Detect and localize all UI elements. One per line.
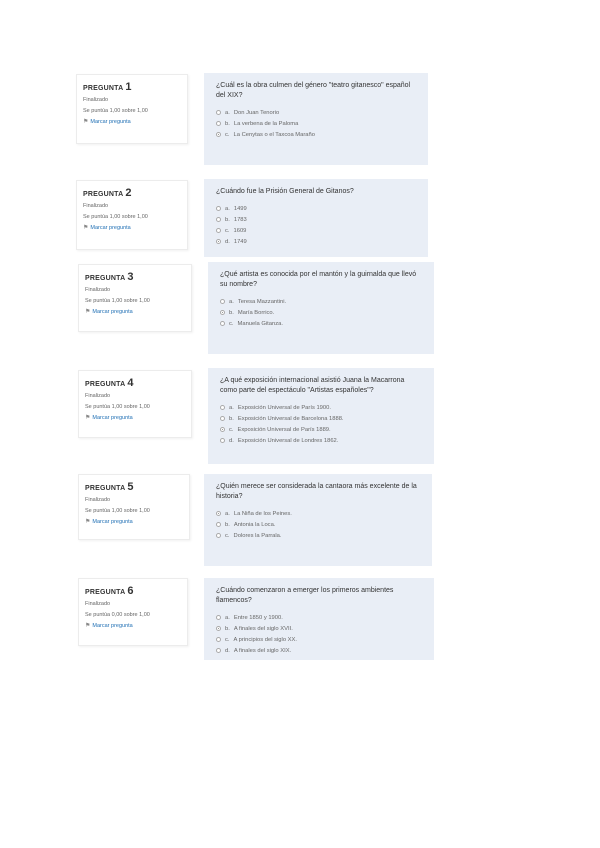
- question-score: Se puntúa 0,00 sobre 1,00: [85, 611, 150, 618]
- answer-option[interactable]: c. A principios del siglo XX.: [216, 636, 422, 643]
- radio-button[interactable]: [220, 438, 225, 443]
- radio-button[interactable]: [220, 299, 225, 304]
- question-number: 2: [125, 187, 132, 199]
- radio-button[interactable]: [220, 310, 225, 315]
- question-content-3: [208, 262, 434, 354]
- answer-option[interactable]: b. Antonia la Loca.: [216, 521, 420, 528]
- question-title: PREGUNTA 3: [85, 271, 134, 283]
- answer-option[interactable]: b. 1783: [216, 216, 416, 223]
- radio-button[interactable]: [216, 626, 221, 631]
- answer-option[interactable]: a. Entre 1850 y 1900.: [216, 614, 422, 621]
- question-info-1: [76, 74, 188, 144]
- question-score: Se puntúa 1,00 sobre 1,00: [85, 403, 150, 410]
- answer-option[interactable]: d. A finales del siglo XIX.: [216, 647, 422, 654]
- question-content-1: [204, 73, 428, 165]
- question-number: 3: [127, 271, 134, 283]
- flag-question-button[interactable]: ⚑ Marcar pregunta: [85, 622, 133, 630]
- radio-button[interactable]: [216, 217, 221, 222]
- question-title: PREGUNTA 2: [83, 187, 132, 199]
- radio-button[interactable]: [220, 405, 225, 410]
- question-info-5: [78, 474, 190, 540]
- answer-option[interactable]: d. Exposición Universal de Londres 1862.: [220, 437, 422, 444]
- flag-icon: ⚑: [83, 119, 89, 126]
- question-info-3: [78, 264, 192, 332]
- radio-button[interactable]: [216, 110, 221, 115]
- answer-option[interactable]: b. La verbena de la Paloma: [216, 120, 416, 127]
- radio-button[interactable]: [216, 637, 221, 642]
- flag-icon: ⚑: [85, 309, 91, 316]
- question-status: Finalizado: [83, 203, 109, 209]
- question-title: PREGUNTA 4: [85, 377, 134, 389]
- flag-question-button[interactable]: ⚑ Marcar pregunta: [85, 308, 133, 316]
- flag-icon: ⚑: [83, 225, 89, 232]
- answer-option[interactable]: a. Teresa Mazzantini.: [220, 298, 422, 305]
- flag-question-button[interactable]: ⚑ Marcar pregunta: [83, 224, 131, 232]
- radio-button[interactable]: [216, 522, 221, 527]
- question-title: PREGUNTA 1: [83, 81, 132, 93]
- question-score: Se puntúa 1,00 sobre 1,00: [83, 213, 148, 220]
- radio-button[interactable]: [216, 648, 221, 653]
- question-number: 4: [127, 377, 134, 389]
- question-content-6: [204, 578, 434, 660]
- question-info-4: [78, 370, 192, 438]
- radio-button[interactable]: [220, 427, 225, 432]
- answer-option[interactable]: c. Exposición Universal de París 1889.: [220, 426, 422, 433]
- question-number: 6: [127, 585, 134, 597]
- question-status: Finalizado: [85, 601, 111, 607]
- flag-icon: ⚑: [85, 623, 91, 630]
- question-status: Finalizado: [83, 97, 109, 103]
- radio-button[interactable]: [220, 321, 225, 326]
- question-text: ¿Quién merece ser considerada la cantaora más excelente de la historia?: [216, 483, 417, 501]
- question-status: Finalizado: [85, 393, 111, 399]
- question-title: PREGUNTA 5: [85, 481, 134, 493]
- answer-option[interactable]: c. 1609: [216, 227, 416, 234]
- flag-icon: ⚑: [85, 519, 91, 526]
- radio-button[interactable]: [216, 228, 221, 233]
- answer-option[interactable]: a. Exposición Universal de París 1900.: [220, 404, 422, 411]
- answer-option[interactable]: a. La Niña de los Peines.: [216, 510, 420, 517]
- radio-button[interactable]: [216, 533, 221, 538]
- answer-option[interactable]: b. María Borrico.: [220, 309, 422, 316]
- question-text: ¿Cuál es la obra culmen del género "teatro gitanesco" español del XIX?: [216, 82, 411, 100]
- question-score: Se puntúa 1,00 sobre 1,00: [85, 507, 150, 514]
- question-text: ¿A qué exposición internacional asistió Juana la Macarrona como parte del espectáculo "Artistas españoles"?: [220, 377, 405, 395]
- question-score: Se puntúa 1,00 sobre 1,00: [85, 297, 150, 304]
- question-text: ¿Cuándo fue la Prisión General de Gitanos?: [216, 188, 354, 195]
- flag-question-button[interactable]: ⚑ Marcar pregunta: [85, 518, 133, 526]
- answer-option[interactable]: d. 1749: [216, 238, 416, 245]
- question-number: 5: [127, 481, 134, 493]
- answer-option[interactable]: a. Don Juan Tenorio: [216, 109, 416, 116]
- question-number: 1: [125, 81, 132, 93]
- radio-button[interactable]: [216, 615, 221, 620]
- answer-option[interactable]: b. A finales del siglo XVII.: [216, 625, 422, 632]
- radio-button[interactable]: [216, 239, 221, 244]
- question-status: Finalizado: [85, 287, 111, 293]
- question-content-5: [204, 474, 432, 566]
- question-info-2: [76, 180, 188, 250]
- answer-option[interactable]: a. 1499: [216, 205, 416, 212]
- question-text: ¿Qué artista es conocida por el mantón y la guirnalda que llevó su nombre?: [220, 271, 417, 289]
- answer-option[interactable]: c. Dolores la Parrala.: [216, 532, 420, 539]
- question-score: Se puntúa 1,00 sobre 1,00: [83, 107, 148, 114]
- question-title: PREGUNTA 6: [85, 585, 134, 597]
- radio-button[interactable]: [216, 206, 221, 211]
- answer-option[interactable]: c. Manuela Gitanza.: [220, 320, 422, 327]
- answer-option[interactable]: b. Exposición Universal de Barcelona 1888.: [220, 415, 422, 422]
- flag-question-button[interactable]: ⚑ Marcar pregunta: [83, 118, 131, 126]
- flag-question-button[interactable]: ⚑ Marcar pregunta: [85, 414, 133, 422]
- radio-button[interactable]: [220, 416, 225, 421]
- question-text: ¿Cuándo comenzaron a emerger los primeros ambientes flamencos?: [216, 587, 394, 605]
- question-content-4: [208, 368, 434, 464]
- question-info-6: [78, 578, 188, 646]
- question-status: Finalizado: [85, 497, 111, 503]
- answer-option[interactable]: c. La Cenytas o el Taxcoa Maraño: [216, 131, 416, 138]
- radio-button[interactable]: [216, 132, 221, 137]
- question-content-2: [204, 179, 428, 257]
- radio-button[interactable]: [216, 511, 221, 516]
- radio-button[interactable]: [216, 121, 221, 126]
- flag-icon: ⚑: [85, 415, 91, 422]
